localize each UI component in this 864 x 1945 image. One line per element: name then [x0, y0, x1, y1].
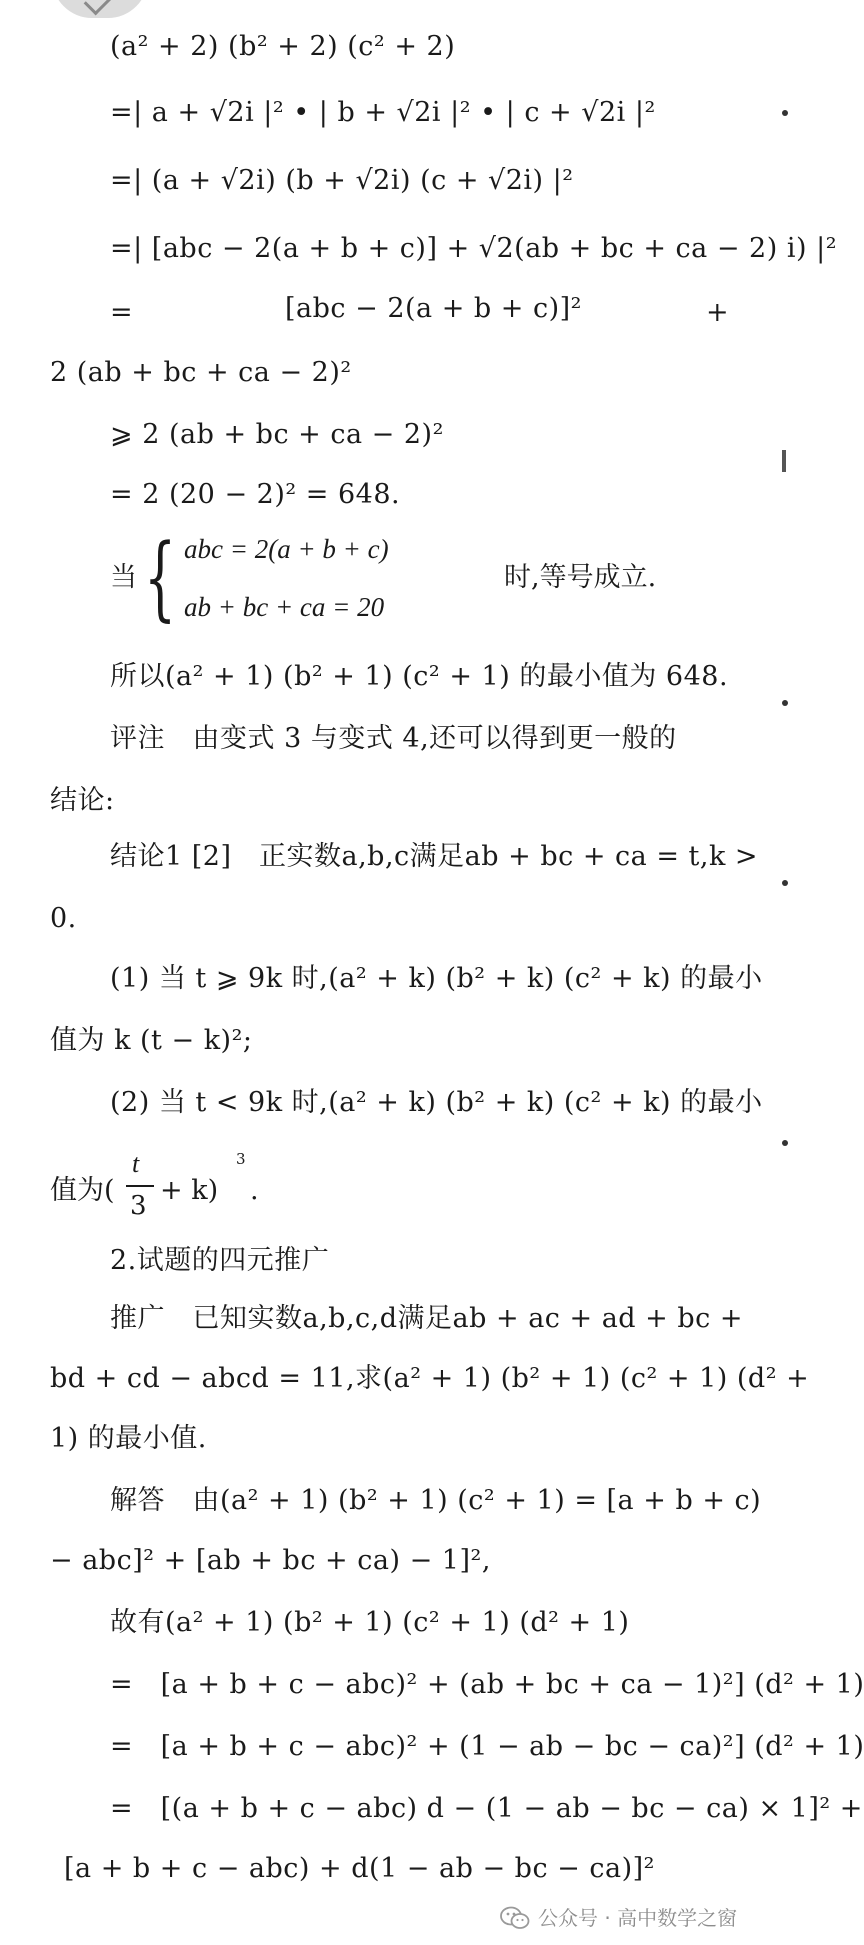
condition-suffix: 时,等号成立. [504, 562, 657, 593]
condition-prefix: 当 [110, 562, 137, 593]
equation-line: 2 (ab + bc + ca − 2)² [50, 357, 352, 388]
fraction-bar [126, 1185, 154, 1187]
equation-equals: = [110, 297, 134, 328]
paragraph-line: (1) 当 t ⩾ 9k 时,(a² + k) (b² + k) (c² + k) 的最小 [110, 963, 763, 994]
equation-line: = [a + b + c − abc)² + (ab + bc + ca − 1)²] (d² + 1) [110, 1669, 864, 1700]
equation-line: =| [abc − 2(a + b + c)] + √2(ab + bc + ca − 2) i) |² [110, 233, 838, 264]
watermark-text: 公众号 · 高中数学之窗 [538, 1906, 738, 1930]
paragraph-line: 所以(a² + 1) (b² + 1) (c² + 1) 的最小值为 648. [110, 661, 729, 692]
paragraph-line: 结论1 [2] 正实数a,b,c满足ab + bc + ca = t,k > [110, 841, 759, 872]
edge-fragment [782, 700, 788, 706]
wechat-icon [500, 1905, 530, 1931]
equation-line: (a² + 2) (b² + 2) (c² + 2) [110, 31, 456, 62]
condition-equation-1: abc = 2(a + b + c) [184, 534, 389, 564]
equation-line: = 2 (20 − 2)² = 648. [110, 479, 401, 510]
paragraph-line: 推广 已知实数a,b,c,d满足ab + ac + ad + bc + [110, 1303, 743, 1334]
paragraph-line: 故有(a² + 1) (b² + 1) (c² + 1) (d² + 1) [110, 1607, 630, 1638]
equation-line: ⩾ 2 (ab + bc + ca − 2)² [110, 419, 444, 450]
fraction-prefix: 值为( [50, 1175, 115, 1206]
paragraph-line: − abc]² + [ab + bc + ca) − 1]², [50, 1545, 491, 1576]
paragraph-line: 0. [50, 903, 77, 934]
equation-line: [a + b + c − abc) + d(1 − ab − bc − ca)]² [64, 1853, 655, 1884]
equation-line: [abc − 2(a + b + c)]² [285, 293, 583, 324]
fraction-numerator: t [132, 1149, 140, 1178]
equation-line: = [a + b + c − abc)² + (1 − ab − bc − ca)²] (d² + 1) [110, 1731, 864, 1762]
edge-fragment [782, 450, 786, 472]
paragraph-line: 值为 k (t − k)²; [50, 1025, 253, 1056]
fraction-suffix: + k) [160, 1175, 219, 1206]
paragraph-line: 结论: [50, 785, 115, 816]
equation-line: =| (a + √2i) (b + √2i) (c + √2i) |² [110, 165, 574, 196]
paragraph-line: bd + cd − abcd = 11,求(a² + 1) (b² + 1) (c² + 1) (d² + [50, 1363, 810, 1394]
paragraph-line: 评注 由变式 3 与变式 4,还可以得到更一般的 [110, 723, 677, 754]
section-heading: 2.试题的四元推广 [110, 1245, 330, 1276]
paragraph-line: (2) 当 t < 9k 时,(a² + k) (b² + k) (c² + k) 的最小 [110, 1087, 763, 1118]
equation-plus: + [706, 297, 730, 328]
paragraph-line: 1) 的最小值. [50, 1423, 207, 1454]
edge-fragment [782, 110, 788, 116]
edge-fragment [782, 1140, 788, 1146]
equation-line: = [(a + b + c − abc) d − (1 − ab − bc − ca) × 1]² + [110, 1793, 863, 1824]
equation-line: =| a + √2i |² • | b + √2i |² • | c + √2i |² [110, 97, 656, 128]
condition-equation-2: ab + bc + ca = 20 [184, 592, 385, 622]
fraction-end: . [250, 1175, 259, 1206]
left-brace: { [144, 524, 177, 631]
edge-fragment [782, 880, 788, 886]
fraction-denominator: 3 [130, 1191, 147, 1221]
paragraph-line: 解答 由(a² + 1) (b² + 1) (c² + 1) = [a + b + c) [110, 1485, 762, 1516]
fraction-exponent: 3 [236, 1150, 246, 1168]
